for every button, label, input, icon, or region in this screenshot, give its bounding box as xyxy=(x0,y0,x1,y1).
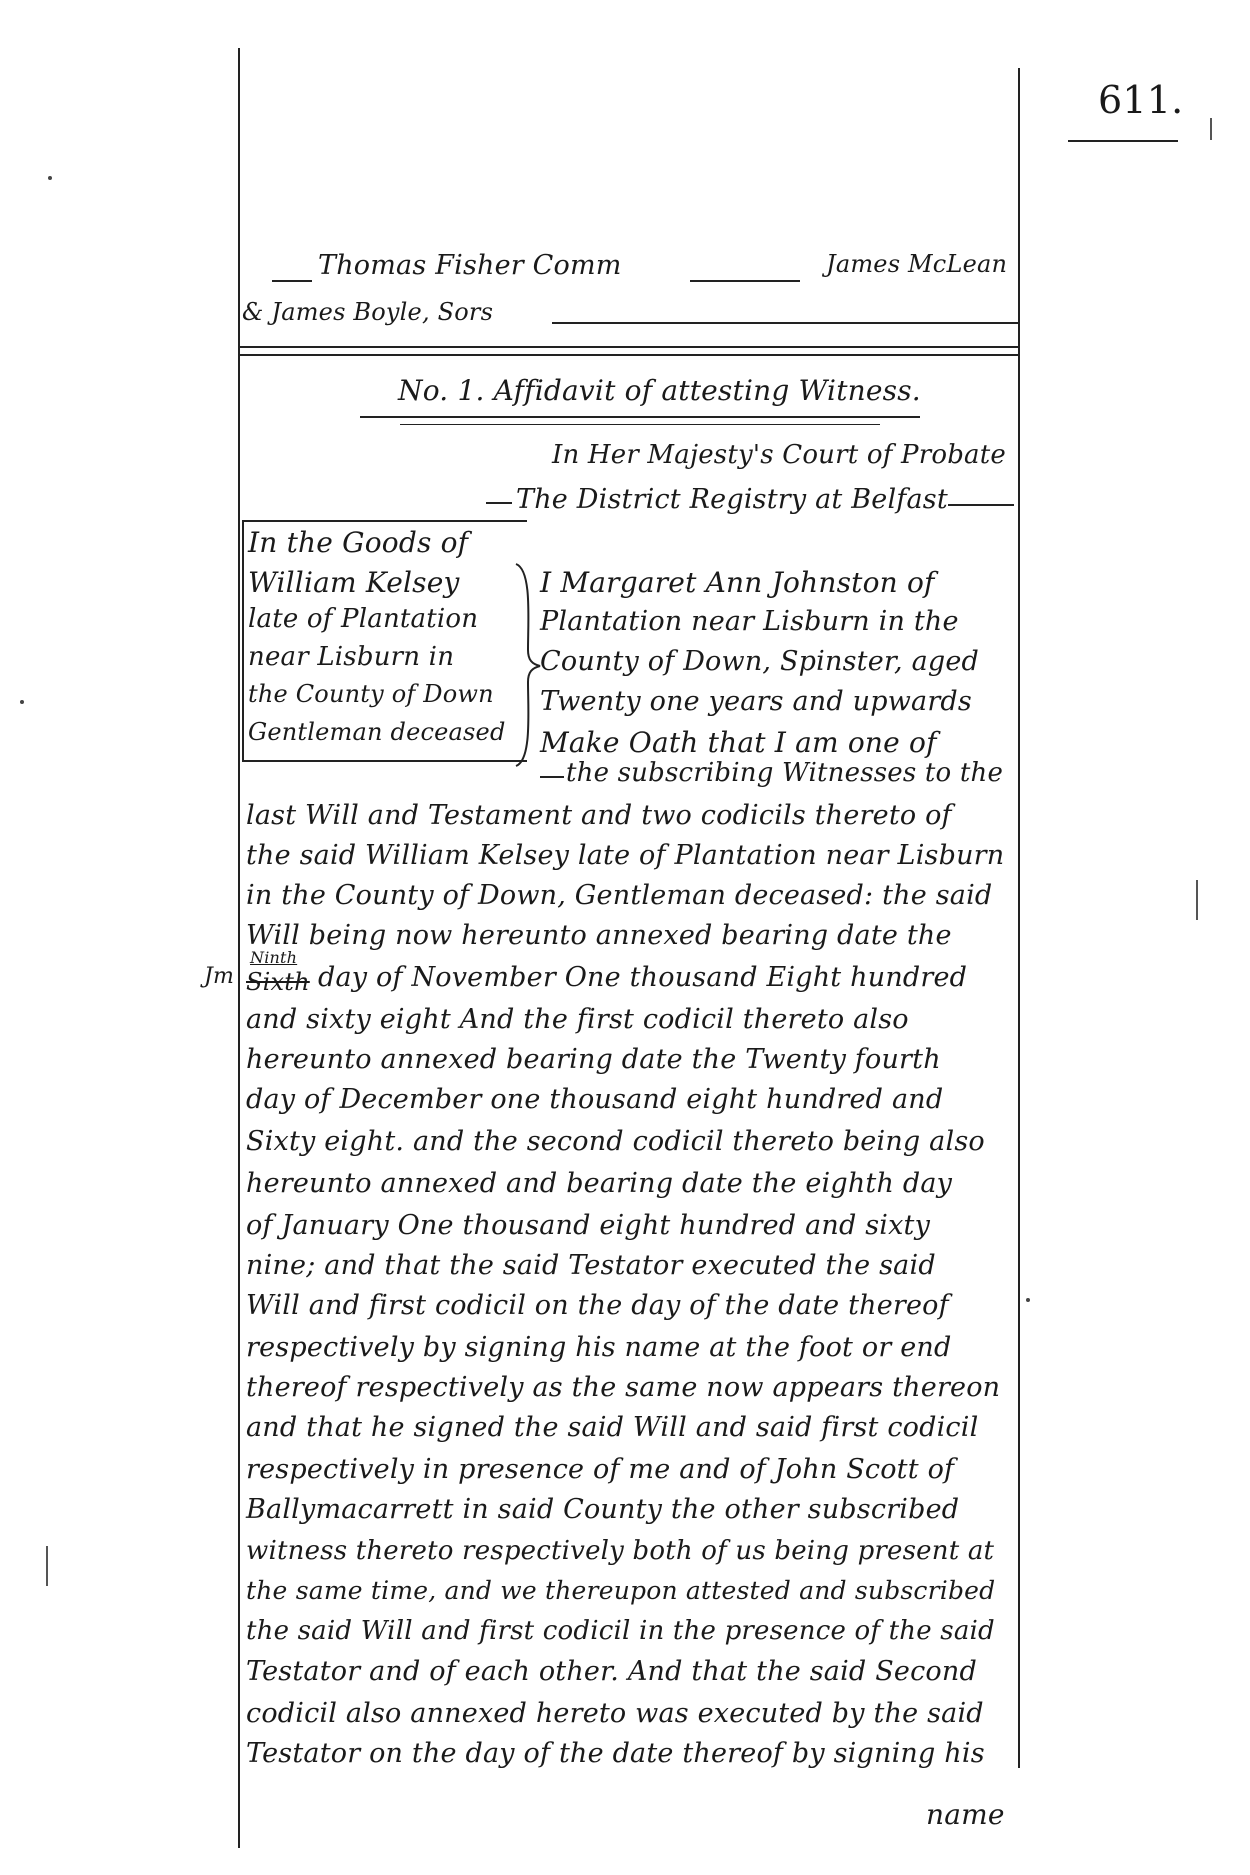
header-line-1-right: James McLean xyxy=(826,250,1008,278)
marginal-initials: Jm xyxy=(204,964,235,989)
catchword: name xyxy=(926,1798,1005,1831)
page-number-underline xyxy=(1068,140,1178,142)
body-line-10: hereunto annexed and bearing date the eighth day xyxy=(246,1168,953,1199)
body-line-18: Ballymacarrett in said County the other subscribed xyxy=(246,1494,960,1525)
opening-line-5: Make Oath that I am one of xyxy=(540,726,937,759)
court-trailer xyxy=(948,504,1014,506)
scan-speck-2 xyxy=(20,700,24,704)
margin-box-rule-bottom xyxy=(242,760,527,762)
margin-note-line-6: Gentleman deceased xyxy=(248,718,506,746)
margin-note-line-5: the County of Down xyxy=(248,680,494,708)
court-leader xyxy=(486,502,512,504)
form-title-rule-1 xyxy=(360,416,920,418)
opening-line-1: I Margaret Ann Johnston of xyxy=(540,566,935,599)
section-rule-bottom xyxy=(238,354,1018,356)
body-line-6: and sixty eight And the first codicil thereto also xyxy=(246,1004,909,1035)
left-margin-rule xyxy=(238,48,240,1848)
struck-word: Sixth xyxy=(246,968,310,996)
opening-line-3: County of Down, Spinster, aged xyxy=(540,646,980,677)
header-leader-1 xyxy=(272,280,312,282)
inserted-word: Ninth xyxy=(250,948,298,967)
opening-line-6: the subscribing Witnesses to the xyxy=(566,758,1004,788)
body-line-4: Will being now hereunto annexed bearing date the xyxy=(246,920,952,951)
body-line-11: of January One thousand eight hundred and sixty xyxy=(246,1210,931,1241)
body-line-3: in the County of Down, Gentleman deceased: the said xyxy=(246,880,993,911)
body-line-20: the same time, and we thereupon attested and subscribed xyxy=(246,1576,996,1605)
opening-line-4: Twenty one years and upwards xyxy=(540,686,972,717)
header-leader-2 xyxy=(690,280,800,282)
body-line-8: day of December one thousand eight hundred and xyxy=(246,1084,944,1115)
section-rule-top xyxy=(238,346,1018,348)
right-margin-rule xyxy=(1018,68,1020,1768)
form-title: No. 1. Affidavit of attesting Witness. xyxy=(398,374,921,407)
body-line-22: Testator and of each other. And that the said Second xyxy=(246,1656,977,1687)
scan-speck-1 xyxy=(48,176,52,180)
opening-leader xyxy=(540,776,564,778)
body-line-13: Will and first codicil on the day of the date thereof xyxy=(246,1290,949,1321)
margin-note-line-1: In the Goods of xyxy=(248,526,469,559)
margin-note-line-2: William Kelsey xyxy=(248,566,460,599)
margin-note-line-4: near Lisburn in xyxy=(248,642,455,672)
body-line-7: hereunto annexed bearing date the Twenty fourth xyxy=(246,1044,941,1075)
body-line-16: and that he signed the said Will and said first codicil xyxy=(246,1412,979,1443)
margin-box-rule-left xyxy=(242,520,244,762)
form-title-rule-2 xyxy=(400,424,880,425)
body-line-19: witness thereto respectively both of us being present at xyxy=(246,1536,995,1566)
body-line-21: the said Will and first codicil in the presence of the said xyxy=(246,1616,995,1646)
body-line-17: respectively in presence of me and of John Scott of xyxy=(246,1454,955,1485)
scan-speck-3 xyxy=(1026,1298,1030,1302)
body-line-5: day of November One thousand Eight hundred xyxy=(318,962,968,993)
margin-box-rule-top xyxy=(242,520,527,522)
court-line-1: In Her Majesty's Court of Probate xyxy=(552,440,1006,470)
right-margin-tick-2 xyxy=(1196,880,1198,920)
header-leader-3 xyxy=(552,322,1018,324)
body-line-15: thereof respectively as the same now appears thereon xyxy=(246,1372,1001,1403)
court-line-2: The District Registry at Belfast xyxy=(516,484,948,515)
body-line-24: Testator on the day of the date thereof by signing his xyxy=(246,1738,985,1769)
body-line-9: Sixty eight. and the second codicil thereto being also xyxy=(246,1126,985,1157)
header-line-2: & James Boyle, Sors xyxy=(242,298,494,326)
header-line-1: Thomas Fisher Comm xyxy=(318,250,622,281)
body-line-23: codicil also annexed hereto was executed by the said xyxy=(246,1698,984,1729)
left-margin-tick xyxy=(46,1546,48,1586)
margin-note-line-3: late of Plantation xyxy=(248,604,479,634)
right-margin-tick-1 xyxy=(1210,118,1212,140)
body-line-14: respectively by signing his name at the foot or end xyxy=(246,1332,952,1363)
body-line-12: nine; and that the said Testator executed the said xyxy=(246,1250,936,1281)
body-line-1: last Will and Testament and two codicils thereto of xyxy=(246,800,952,831)
opening-line-2: Plantation near Lisburn in the xyxy=(540,606,959,637)
body-line-2: the said William Kelsey late of Plantation near Lisburn xyxy=(246,840,1005,871)
page-number: 611. xyxy=(1098,78,1184,122)
